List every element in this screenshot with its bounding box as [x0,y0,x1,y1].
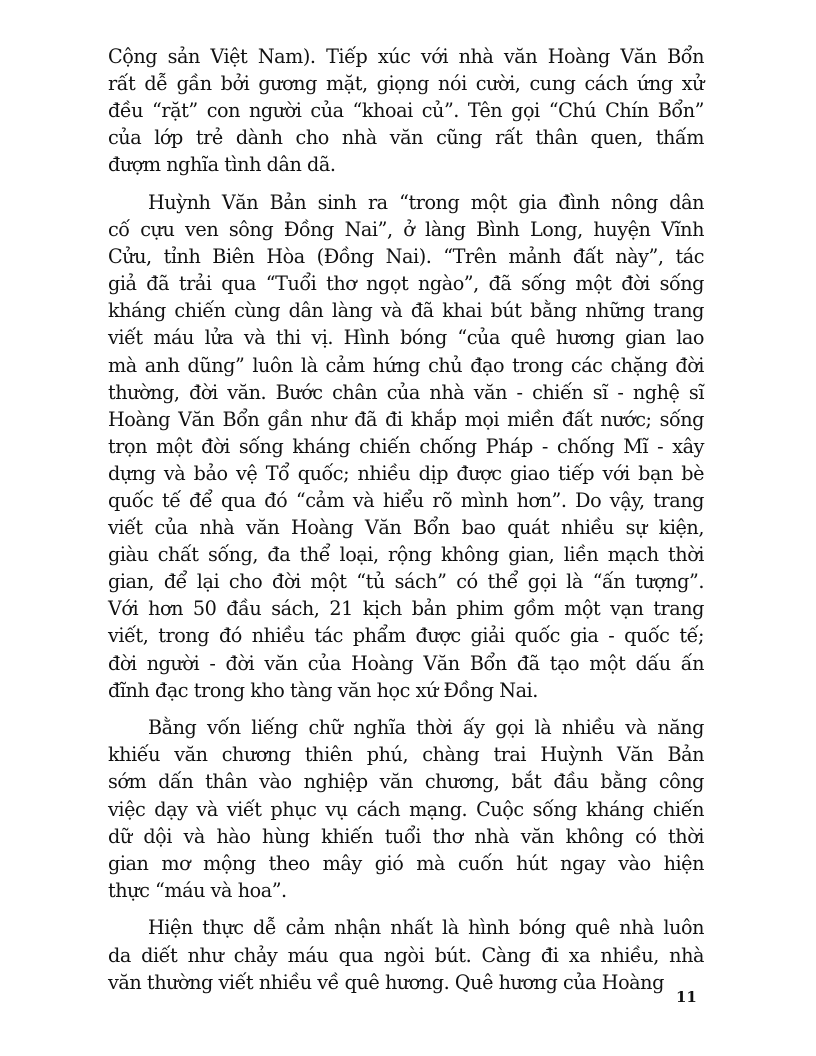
text-line: Với hơn 50 đầu sách, 21 kịch bản phim gồm một vạn trang [108,597,704,621]
text-line: rất dễ gần bởi gương mặt, giọng nói cười, cung cách ứng xử [108,72,704,96]
text-line: giả đã trải qua “Tuổi thơ ngọt ngào”, đã sống một đời sống [108,272,704,296]
text-line: mà anh dũng” luôn là cảm hứng chủ đạo trong các chặng đời [108,353,704,377]
text-line: Cửu, tỉnh Biên Hòa (Đồng Nai). “Trên mảnh đất này”, tác [108,245,704,269]
text-line: sớm dấn thân vào nghiệp văn chương, bắt đầu bằng công [108,770,704,794]
text-line: Huỳnh Văn Bản sinh ra “trong một gia đình nông dân [148,190,704,214]
paragraph [108,914,704,995]
text-line: viết của nhà văn Hoàng Văn Bổn bao quát nhiều sự kiện, [108,516,704,540]
text-line: viết, trong đó nhiều tác phẩm được giải quốc gia - quốc tế; [108,624,704,648]
text-line: văn thường viết nhiều về quê hương. Quê hương của Hoàng [108,970,664,994]
text-line: Cộng sản Việt Nam). Tiếp xúc với nhà văn Hoàng Văn Bổn [108,45,704,68]
page-number: 11 [676,988,697,1006]
text-line: giàu chất sống, đa thể loại, rộng không gian, liền mạch thời [108,543,704,567]
paragraph [108,189,704,704]
paragraph [108,714,704,904]
text-line: Bằng vốn liếng chữ nghĩa thời ấy gọi là nhiều và năng [148,716,704,740]
text-line: đĩnh đạc trong kho tàng văn học xứ Đồng Nai. [108,678,538,702]
text-line: đời người - đời văn của Hoàng Văn Bổn đã tạo một dấu ấn [108,651,704,675]
text-line: dữ dội và hào hùng khiến tuổi thơ nhà văn không có thời [108,824,704,848]
paragraph [108,43,704,178]
text-line: việc dạy và viết phục vụ cách mạng. Cuộc sống kháng chiến [108,797,704,821]
text-line: kháng chiến cùng dân làng và đã khai bút bằng những trang [108,299,704,323]
text-line: đều “rặt” con người của “khoai củ”. Tên gọi “Chú Chín Bổn” [108,99,704,123]
text-line: quốc tế để qua đó “cảm và hiểu rõ mình hơn”. Do vậy, trang [108,489,704,512]
text-line: Hoàng Văn Bổn gần như đã đi khắp mọi miền đất nước; sống [108,407,704,431]
body-text [108,43,704,1006]
text-line: viết máu lửa và thi vị. Hình bóng “của quê hương gian lao [108,326,704,350]
text-line: Hiện thực dễ cảm nhận nhất là hình bóng quê nhà luôn [148,916,704,940]
text-line: thường, đời văn. Bước chân của nhà văn - chiến sĩ - nghệ sĩ [108,380,704,404]
text-line: thực “máu và hoa”. [108,878,287,902]
text-line: cố cựu ven sông Đồng Nai”, ở làng Bình Long, huyện Vĩnh [108,218,704,242]
text-line: gian, để lại cho đời một “tủ sách” có thể gọi là “ấn tượng”. [108,570,704,594]
text-line: da diết như chảy máu qua ngòi bút. Càng đi xa nhiều, nhà [108,943,704,967]
text-line: đượm nghĩa tình dân dã. [108,153,336,177]
text-line: gian mơ mộng theo mây gió mà cuốn hút ngay vào hiện [108,851,704,875]
text-line: trọn một đời sống kháng chiến chống Pháp - chống Mĩ - xây [108,434,704,458]
text-line: của lớp trẻ dành cho nhà văn cũng rất thân quen, thấm [108,126,704,150]
text-line: khiếu văn chương thiên phú, chàng trai Huỳnh Văn Bản [108,743,704,767]
text-line: dựng và bảo vệ Tổ quốc; nhiều dịp được giao tiếp với bạn bè [108,461,704,485]
